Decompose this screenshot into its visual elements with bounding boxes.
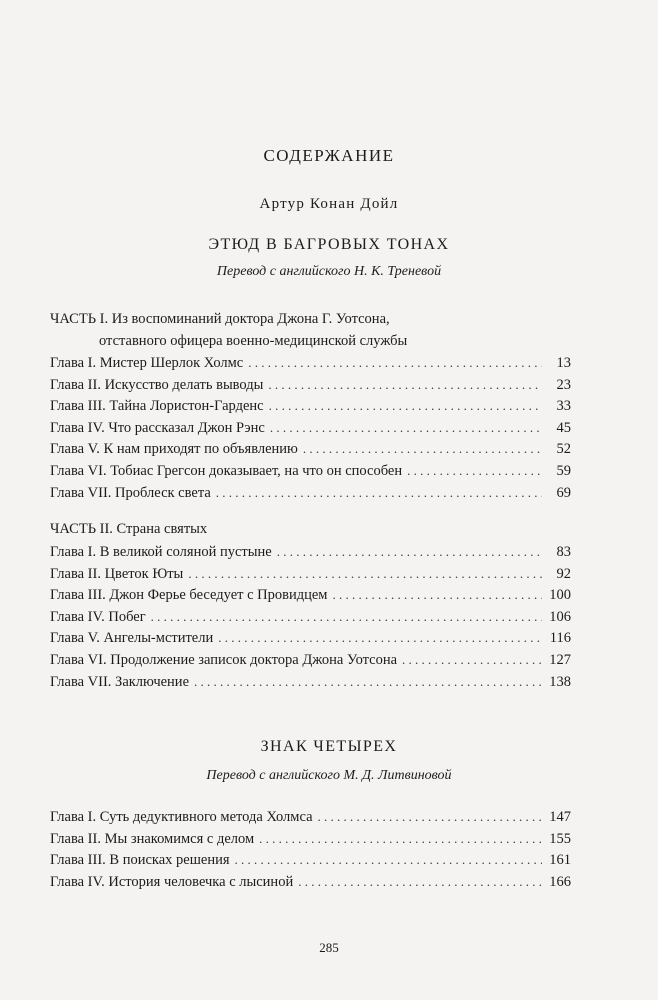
toc-row[interactable] xyxy=(50,609,571,631)
dot-leader xyxy=(407,463,542,479)
page-number: 83 xyxy=(556,544,571,560)
page-number: 138 xyxy=(549,673,571,690)
dot-leader xyxy=(269,398,542,414)
page-number: 59 xyxy=(556,462,571,479)
toc-row[interactable] xyxy=(50,652,571,674)
dot-leader xyxy=(235,852,542,868)
dot-leader xyxy=(268,377,542,393)
page-number: 161 xyxy=(549,852,571,869)
toc-row[interactable] xyxy=(50,485,571,507)
page-number: 106 xyxy=(549,608,571,625)
toc-row[interactable] xyxy=(50,874,571,896)
chapter-title: Глава III. Тайна Лористон-Гарденс xyxy=(50,398,264,415)
dot-leader xyxy=(259,831,542,847)
work-title-2: ЗНАК ЧЕТЫРЕХ xyxy=(260,738,398,755)
chapter-title: Глава III. Джон Ферье беседует с Провидцем xyxy=(50,587,328,604)
toc-row[interactable] xyxy=(50,630,571,652)
page-number: 69 xyxy=(556,484,571,501)
dot-leader xyxy=(318,809,542,825)
dot-leader xyxy=(218,630,542,646)
page-number: 155 xyxy=(549,830,571,847)
chapter-title: Глава IV. История человечка с лысиной xyxy=(50,873,294,890)
page-number: 13 xyxy=(556,355,571,371)
dot-leader xyxy=(270,420,542,436)
part-title-1 xyxy=(50,308,530,352)
toc-row[interactable] xyxy=(50,420,571,442)
chapter-title: Глава I. Суть дедуктивного метода Холмса xyxy=(50,809,313,825)
chapter-title: Глава VII. Проблеск света xyxy=(50,484,211,501)
toc-list-part-2 xyxy=(50,544,571,695)
dot-leader xyxy=(332,587,542,603)
toc-row[interactable] xyxy=(50,544,571,566)
page-number: 127 xyxy=(549,651,571,668)
folio-page-number: 285 xyxy=(319,940,339,955)
dot-leader xyxy=(194,674,542,690)
chapter-title: Глава IV. Побег xyxy=(50,608,146,625)
dot-leader xyxy=(277,544,542,560)
chapter-title: Глава V. Ангелы-мстители xyxy=(50,630,214,647)
part-title-1-line2: отставного офицера военно-медицинской службы xyxy=(99,333,408,349)
chapter-title: Глава II. Искусство делать выводы xyxy=(50,376,264,393)
page-number: 23 xyxy=(556,376,571,393)
toc-list-work-2 xyxy=(50,809,571,895)
page-number: 116 xyxy=(549,630,571,647)
dot-leader xyxy=(216,485,542,501)
toc-row[interactable] xyxy=(50,674,571,696)
chapter-title: Глава I. В великой соляной пустыне xyxy=(50,544,272,560)
part-title-1-line1: ЧАСТЬ I. Из воспоминаний доктора Джона Г. Уотсона, xyxy=(50,311,390,327)
toc-row[interactable] xyxy=(50,355,571,377)
toc-row[interactable] xyxy=(50,463,571,485)
toc-row[interactable] xyxy=(50,852,571,874)
chapter-title: Глава VII. Заключение xyxy=(50,673,190,690)
page-number: 33 xyxy=(556,398,571,415)
page-number: 100 xyxy=(549,587,571,604)
chapter-title: Глава III. В поисках решения xyxy=(50,852,230,869)
toc-row[interactable] xyxy=(50,398,571,420)
toc-row[interactable] xyxy=(50,566,571,588)
toc-row[interactable] xyxy=(50,441,571,463)
page-number: 92 xyxy=(556,565,571,582)
toc-list-part-1 xyxy=(50,355,571,506)
chapter-title: Глава IV. Что рассказал Джон Рэнс xyxy=(50,419,265,436)
dot-leader xyxy=(248,355,542,371)
page-number: 52 xyxy=(556,441,571,458)
toc-row[interactable] xyxy=(50,587,571,609)
author-name: Артур Конан Дойл xyxy=(259,196,399,212)
chapter-title: Глава II. Цветок Юты xyxy=(50,565,184,582)
chapter-title: Глава II. Мы знакомимся с делом xyxy=(50,830,255,847)
work-title-1: ЭТЮД В БАГРОВЫХ ТОНАХ xyxy=(208,236,450,253)
chapter-title: Глава V. К нам приходят по объявлению xyxy=(50,441,298,458)
chapter-title: Глава VI. Тобиас Грегсон доказывает, на что он способен xyxy=(50,462,403,479)
page-number: 166 xyxy=(549,873,571,890)
dot-leader xyxy=(402,652,542,668)
page-number: 45 xyxy=(556,419,571,436)
chapter-title: Глава I. Мистер Шерлок Холмс xyxy=(50,355,244,371)
translator-2: Перевод с английского М. Д. Литвиновой xyxy=(206,768,452,783)
chapter-title: Глава VI. Продолжение записок доктора Джона Уотсона xyxy=(50,651,398,668)
part-title-2 xyxy=(50,518,530,540)
toc-row[interactable] xyxy=(50,377,571,399)
dot-leader xyxy=(298,874,542,890)
contents-heading: СОДЕРЖАНИЕ xyxy=(263,146,395,165)
dot-leader xyxy=(151,609,542,625)
dot-leader xyxy=(188,566,542,582)
dot-leader xyxy=(303,441,542,457)
translator-1: Перевод с английского Н. К. Треневой xyxy=(216,264,442,279)
part-title-2-line1: ЧАСТЬ II. Страна святых xyxy=(50,521,208,537)
page-number: 147 xyxy=(549,809,571,825)
toc-row[interactable] xyxy=(50,809,571,831)
toc-row[interactable] xyxy=(50,831,571,853)
